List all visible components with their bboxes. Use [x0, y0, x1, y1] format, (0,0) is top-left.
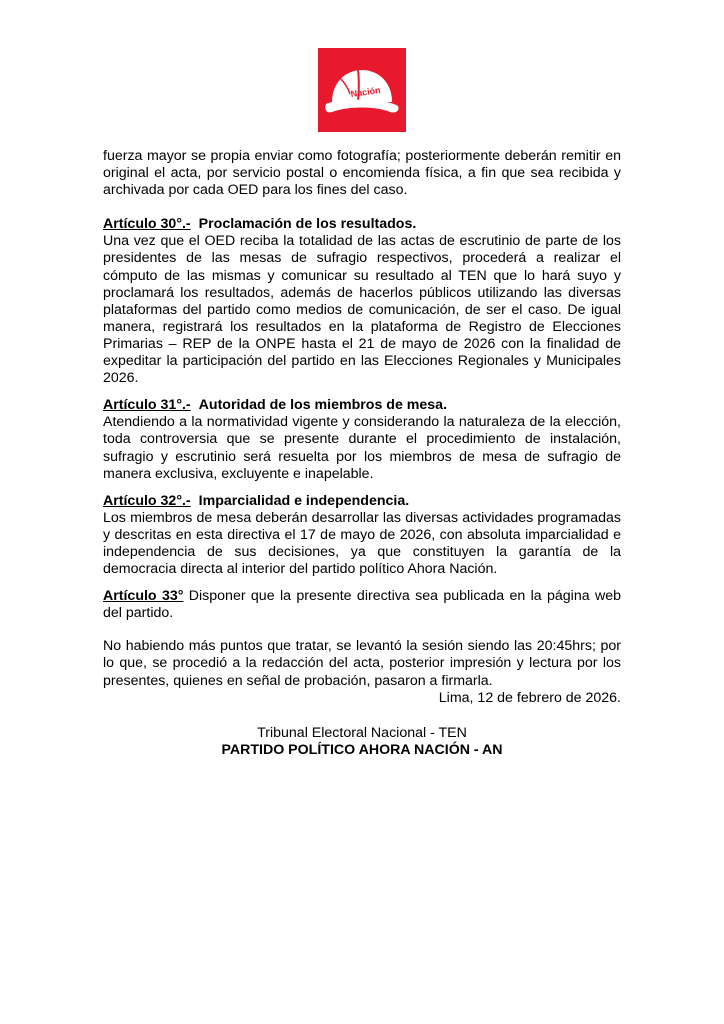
article-30-number: Artículo 30°.- [103, 216, 191, 233]
article-31-body: Atendiendo a la normatividad vigente y considerando la naturaleza de la elección, toda controversia que se presente durante el procedimiento de instalación, sufragio y escrutinio será resuelta por los miembros de mesa de sufragio de manera exclusiva, excluyente e inapelable. [103, 414, 621, 482]
helmet-icon [318, 48, 406, 132]
closing-paragraph: No habiendo más puntos que tratar, se levantó la sesión siendo las 20:45hrs; por lo que, se procedió a la redacción del acta, posterior impresión y lectura por los presentes, quienes en señal de probación, pasaron a firmarla. [103, 638, 621, 689]
article-30-title: Proclamación de los resultados. [198, 216, 417, 233]
article-32-title: Imparcialidad e independencia. [198, 492, 410, 509]
article-33-paragraph [103, 588, 621, 622]
article-33-number: Artículo 33° [103, 588, 184, 605]
signature-line-1: Tribunal Electoral Nacional - TEN [257, 724, 467, 741]
article-31-number: Artículo 31°.- [103, 397, 191, 414]
party-logo [318, 48, 406, 132]
logo-text: Nación [350, 84, 382, 100]
article-30-heading [103, 216, 621, 233]
article-31-heading [103, 397, 621, 414]
article-32-body: Los miembros de mesa deberán desarrollar las diversas actividades programadas y descritas en esta directiva el 17 de mayo de 2026, con absoluta imparcialidad e independencia de sus decisiones, ya que constituyen la garantía de la democracia directa al interior del partido político Ahora Nación. [103, 509, 621, 578]
document-date: Lima, 12 de febrero de 2026. [438, 689, 621, 706]
document-body [103, 148, 621, 759]
signature-line-2: PARTIDO POLÍTICO AHORA NACIÓN - AN [221, 741, 503, 758]
intro-paragraph: fuerza mayor se propia enviar como fotografía; posteriormente deberán remitir en original el acta, por servicio postal o encomienda física, a fin que sea recibida y archivada por cada OED para los fines del caso. [103, 148, 621, 199]
article-30-body: Una vez que el OED reciba la totalidad de las actas de escrutinio de parte de los presidentes de las mesas de sufragio respectivos, procederá a realizar el cómputo de las mismas y comunicar su resultado al TEN que lo hará suyo y proclamará los resultados, además de hacerlos públicos utilizando las diversas plataformas del partido como medios de comunicación, de ser el caso. De igual manera, registrará los resultados en la plataforma de Registro de Elecciones Primarias – REP de la ONPE hasta el 21 de mayo de 2026 con la finalidad de expeditar la participación del partido en las Elecciones Regionales y Municipales 2026. [103, 233, 621, 387]
article-32-heading [103, 493, 621, 510]
article-32-number: Artículo 32°.- [103, 492, 191, 509]
article-31-title: Autoridad de los miembros de mesa. [198, 397, 448, 414]
article-33-body: Disponer que la presente directiva sea publicada en la página web del partido. [103, 588, 621, 622]
